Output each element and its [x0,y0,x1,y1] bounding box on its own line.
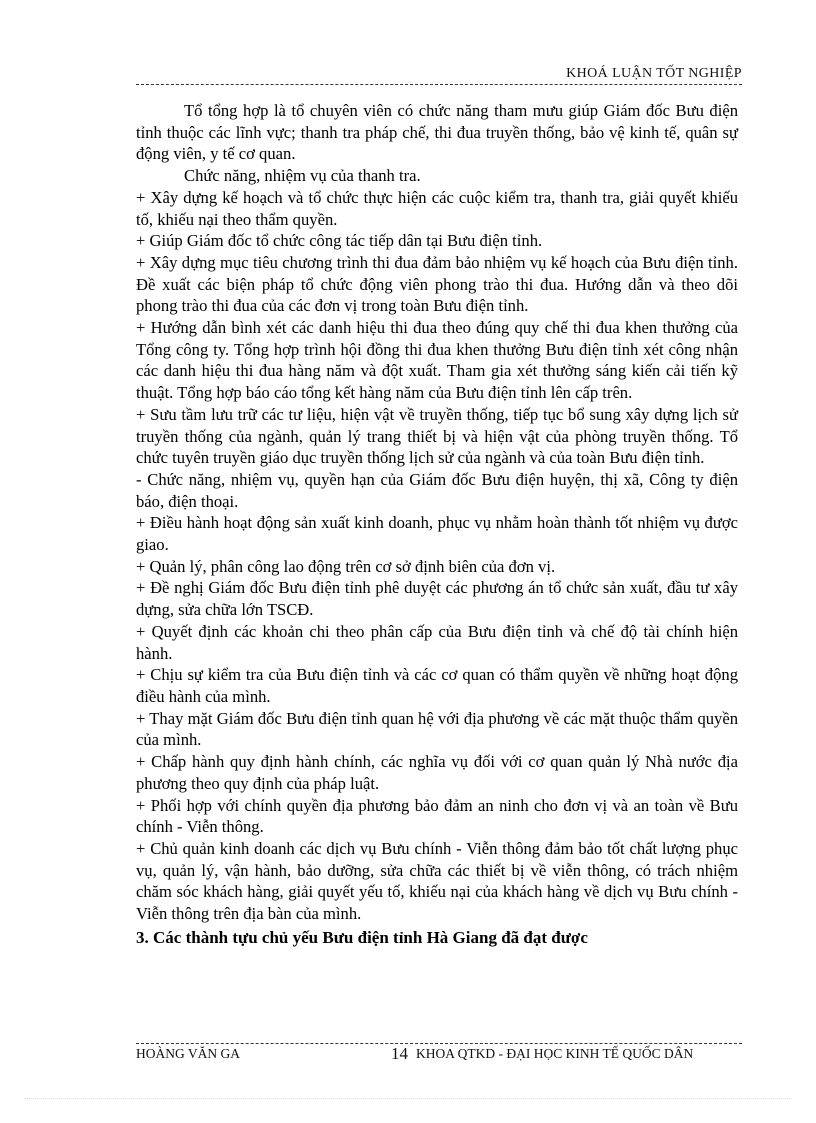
body-text [136,100,738,948]
page-bottom-divider [24,1098,792,1099]
paragraph: + Chủ quản kinh doanh các dịch vụ Bưu chính - Viễn thông đảm bảo tốt chất lượng phục vụ, quản lý, vận hành, bảo dưỡng, sửa chữa các thiết bị về viễn thông, có trách nhiệm chăm sóc khách hàng, giải quyết yếu tố, khiếu nại của khách hàng về dịch vụ Bưu chính - Viễn thông trên địa bàn của mình. [136,838,738,924]
paragraph: + Hướng dẫn bình xét các danh hiệu thi đua theo đúng quy chế thi đua khen thưởng của Tổng công ty. Tổng hợp trình hội đồng thi đua khen thưởng Bưu điện tỉnh xét công nhận các danh hiệu thi đua hàng năm và đột xuất. Tham gia xét thưởng sáng kiến cải tiến kỹ thuật. Tổng hợp báo cáo tổng kết hàng năm của Bưu điện tỉnh lên cấp trên. [136,318,738,403]
footer-divider [136,1043,742,1044]
paragraph: + Giúp Giám đốc tổ chức công tác tiếp dân tại Bưu điện tỉnh. [136,231,543,251]
paragraph: - Chức năng, nhiệm vụ, quyền hạn của Giám đốc Bưu điện huyện, thị xã, Công ty điện báo, điện thoại. [136,469,738,511]
paragraph: + Phối hợp với chính quyền địa phương bảo đảm an ninh cho đơn vị và an toàn về Bưu chính - Viễn thông. [136,795,738,837]
paragraph: + Xây dựng kế hoạch và tổ chức thực hiện các cuộc kiểm tra, thanh tra, giải quyết khiếu tố, khiếu nại theo thẩm quyền. [136,187,738,229]
paragraph: Chức năng, nhiệm vụ của thanh tra. [184,166,421,186]
paragraph: + Chịu sự kiểm tra của Bưu điện tỉnh và các cơ quan có thẩm quyền về những hoạt động điều hành của mình. [136,665,738,706]
section-heading: 3. Các thành tựu chủ yếu Bưu điện tỉnh Hà Giang đã đạt được [136,927,588,947]
paragraph: + Điều hành hoạt động sản xuất kinh doanh, phục vụ nhằm hoàn thành tốt nhiệm vụ được giao. [136,513,738,555]
header-title: KHOÁ LUẬN TỐT NGHIỆP [566,66,742,81]
paragraph: + Quản lý, phân công lao động trên cơ sở định biên của đơn vị. [136,556,556,576]
paragraph: + Xây dựng mục tiêu chương trình thi đua đảm bảo nhiệm vụ kế hoạch của Bưu điện tỉnh. Đề xuất các biện pháp tổ chức động viên phong trào thi đua. Hướng dẫn và theo dõi phong trào thi đua của các đơn vị trong toàn Bưu điện tỉnh. [136,252,738,316]
paragraph: Tổ tổng hợp là tổ chuyên viên có chức năng tham mưu giúp Giám đốc Bưu điện tỉnh thuộc các lĩnh vực; thanh tra pháp chế, thi đua truyền thống, bảo vệ kinh tế, quân sự động viên, y tế cơ quan. [136,101,738,164]
paragraph: + Đề nghị Giám đốc Bưu điện tỉnh phê duyệt các phương án tổ chức sản xuất, đầu tư xây dựng, sửa chữa lớn TSCĐ. [136,578,738,620]
footer-author: HOÀNG VĂN GA [136,1046,240,1061]
paragraph: + Thay mặt Giám đốc Bưu điện tỉnh quan hệ với địa phương về các mặt thuộc thẩm quyền của mình. [136,708,738,750]
paragraph: + Sưu tầm lưu trữ các tư liệu, hiện vật về truyền thống, tiếp tục bổ sung xây dựng lịch sử truyền thống của ngành, quản lý trang thiết bị và hiện vật của phòng truyền thống. Tổ chức tuyên truyền giáo dục truyền thống lịch sử của ngành và của toàn Bưu điện tỉnh. [136,404,738,468]
paragraph: + Chấp hành quy định hành chính, các nghĩa vụ đối với cơ quan quản lý Nhà nước địa phương theo quy định của pháp luật. [136,752,738,793]
paragraph: + Quyết định các khoản chi theo phân cấp của Bưu điện tỉnh và chế độ tài chính hiện hành. [136,621,738,663]
header-divider [136,84,742,85]
page-number: 14 [391,1044,408,1063]
footer-school: KHOA QTKD - ĐẠI HỌC KINH TẾ QUỐC DÂN [416,1046,694,1061]
